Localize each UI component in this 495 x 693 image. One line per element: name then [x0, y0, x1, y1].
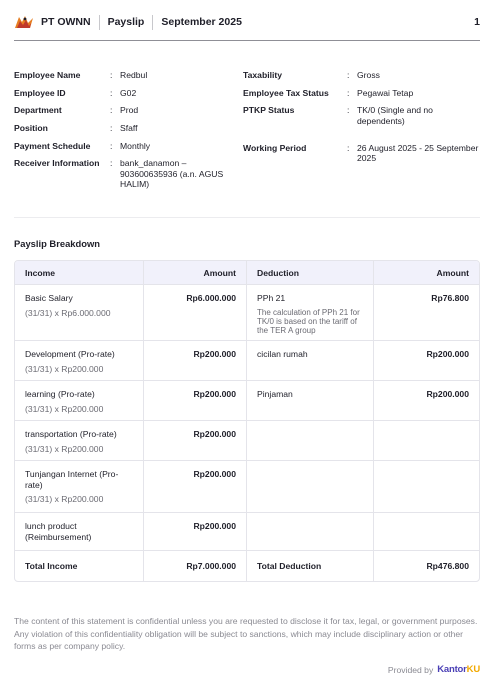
info-value: bank_danamon – 903600635936 (a.n. AGUS HALIM): [120, 158, 224, 190]
info-colon: :: [110, 158, 113, 169]
table-row: [15, 381, 479, 421]
income-amount: Rp200.000: [144, 461, 247, 512]
income-cell: [15, 421, 144, 460]
total-deduction-amount: Rp476.800: [426, 561, 469, 571]
income-calculation: (31/31) x Rp6.000.000: [25, 307, 111, 318]
income-name: transportation (Pro-rate): [25, 429, 117, 439]
section-divider: [14, 217, 480, 218]
deduction-amount-empty: [374, 513, 479, 550]
deduction-cell: [247, 285, 374, 340]
payslip-breakdown-table: [14, 260, 480, 582]
income-name: Development (Pro-rate): [25, 349, 115, 359]
info-colon: :: [347, 105, 350, 116]
deduction-amount: Rp200.000: [426, 349, 469, 359]
income-cell: [15, 513, 144, 550]
info-row-payment-schedule: [14, 141, 242, 152]
info-value: 26 August 2025 - 25 September 2025: [357, 142, 479, 164]
info-row-employee-name: [14, 70, 242, 81]
info-label: Department: [14, 105, 62, 116]
info-label: Position: [14, 123, 48, 134]
breakdown-title: Payslip Breakdown: [14, 238, 100, 249]
deduction-amount: Rp76.800: [431, 293, 469, 303]
info-label: Receiver Information: [14, 158, 100, 169]
income-cell: [15, 461, 144, 512]
column-header-income-amount: Amount: [144, 261, 247, 284]
payslip-period: September 2025: [161, 16, 242, 28]
deduction-cell: [247, 381, 374, 420]
column-header-deduction-amount: Amount: [436, 267, 469, 278]
info-value: Pegawai Tetap: [357, 87, 414, 98]
column-header-income: Income: [15, 261, 144, 284]
deduction-note: The calculation of PPh 21 for TK/0 is based on the tariff of the TER A group: [257, 307, 360, 335]
info-colon: :: [347, 142, 350, 153]
info-value: Gross: [357, 70, 380, 80]
column-header-deduction: Deduction: [247, 261, 374, 284]
info-label: Payment Schedule: [14, 140, 91, 151]
employee-info-right: [243, 70, 480, 171]
income-calculation: (31/31) x Rp200.000: [25, 443, 104, 454]
deduction-amount: Rp200.000: [426, 389, 469, 399]
table-row: [15, 461, 479, 513]
income-amount: Rp6.000.000: [144, 285, 247, 340]
header-separator: [152, 15, 153, 30]
income-amount: Rp200.000: [144, 341, 247, 380]
info-colon: :: [110, 140, 113, 151]
income-amount: Rp200.000: [144, 513, 247, 550]
income-cell: [15, 381, 144, 420]
income-name: Tunjangan Internet (Pro-rate): [25, 469, 119, 490]
info-label: PTKP Status: [243, 105, 295, 116]
document-title: Payslip: [107, 16, 145, 28]
income-calculation: (31/31) x Rp200.000: [25, 403, 104, 414]
info-value: TK/0 (Single and no dependents): [357, 105, 433, 126]
info-colon: :: [110, 70, 113, 80]
provided-by: [388, 664, 480, 675]
table-header: [15, 261, 479, 285]
payslip-header: [14, 12, 480, 32]
info-value: Prod: [120, 105, 139, 116]
info-colon: :: [110, 123, 113, 134]
deduction-name: cicilan rumah: [257, 349, 308, 359]
total-income-amount: Rp7.000.000: [144, 551, 247, 581]
income-calculation: (31/31) x Rp200.000: [25, 363, 104, 374]
deduction-name: PPh 21: [257, 293, 286, 303]
income-name: lunch product (Reimbursement): [25, 521, 92, 542]
table-totals-row: [15, 551, 479, 581]
header-divider: [14, 40, 480, 41]
info-label: Employee Name: [14, 70, 81, 80]
table-row: [15, 513, 479, 551]
header-separator: [99, 15, 100, 30]
income-cell: [15, 341, 144, 380]
income-name: learning (Pro-rate): [25, 389, 95, 399]
info-row-department: [14, 105, 242, 116]
info-label: Employee Tax Status: [243, 87, 329, 98]
company-logo-icon: [14, 14, 34, 30]
total-income-label: Total Income: [15, 551, 144, 581]
kantorku-logo: [437, 664, 480, 675]
brand-main-text: Kantor: [437, 664, 467, 675]
income-cell: [15, 285, 144, 340]
table-row: [15, 421, 479, 461]
info-row-ptkp-status: [243, 105, 480, 126]
total-deduction-label: Total Deduction: [247, 551, 374, 581]
info-label: Taxability: [243, 70, 283, 80]
info-value: Redbul: [120, 70, 148, 80]
deduction-cell-empty: [247, 513, 374, 550]
info-value: Sfaff: [120, 123, 138, 134]
info-colon: :: [110, 105, 113, 116]
info-colon: :: [347, 87, 350, 98]
info-row-employee-tax-status: [243, 88, 480, 99]
confidentiality-disclaimer: The content of this statement is confidential unless you are requested to disclose it for tax, legal, or government purposes. Any violation of this confidentiality obligation will be subject to sanctions, which may include disciplinary action or other forms as per company policy.: [14, 616, 478, 652]
income-amount: Rp200.000: [144, 421, 247, 460]
deduction-cell-empty: [247, 461, 374, 512]
info-label: Employee ID: [14, 87, 66, 98]
page-number: 1: [474, 16, 480, 28]
brand-accent-text: KU: [466, 664, 480, 675]
info-row-working-period: [243, 143, 480, 164]
provided-by-label: Provided by: [387, 664, 434, 675]
info-row-receiver-information: [14, 158, 242, 190]
info-row-taxability: [243, 70, 480, 81]
deduction-amount-empty: [374, 421, 479, 460]
info-value: Monthly: [120, 140, 151, 151]
company-name: PT OWNN: [41, 16, 91, 28]
table-row: [15, 341, 479, 381]
info-value: G02: [120, 87, 137, 98]
info-label: Working Period: [243, 142, 307, 153]
employee-info-left: [14, 70, 242, 197]
income-calculation: (31/31) x Rp200.000: [25, 494, 104, 504]
deduction-name: Pinjaman: [257, 389, 293, 399]
table-row: [15, 285, 479, 341]
info-row-employee-id: [14, 88, 242, 99]
info-colon: :: [347, 70, 350, 80]
deduction-amount-empty: [374, 461, 479, 512]
income-name: Basic Salary: [25, 293, 73, 303]
info-row-position: [14, 123, 242, 134]
deduction-cell: [247, 341, 374, 380]
income-amount: Rp200.000: [144, 381, 247, 420]
deduction-cell-empty: [247, 421, 374, 460]
info-colon: :: [110, 87, 113, 98]
